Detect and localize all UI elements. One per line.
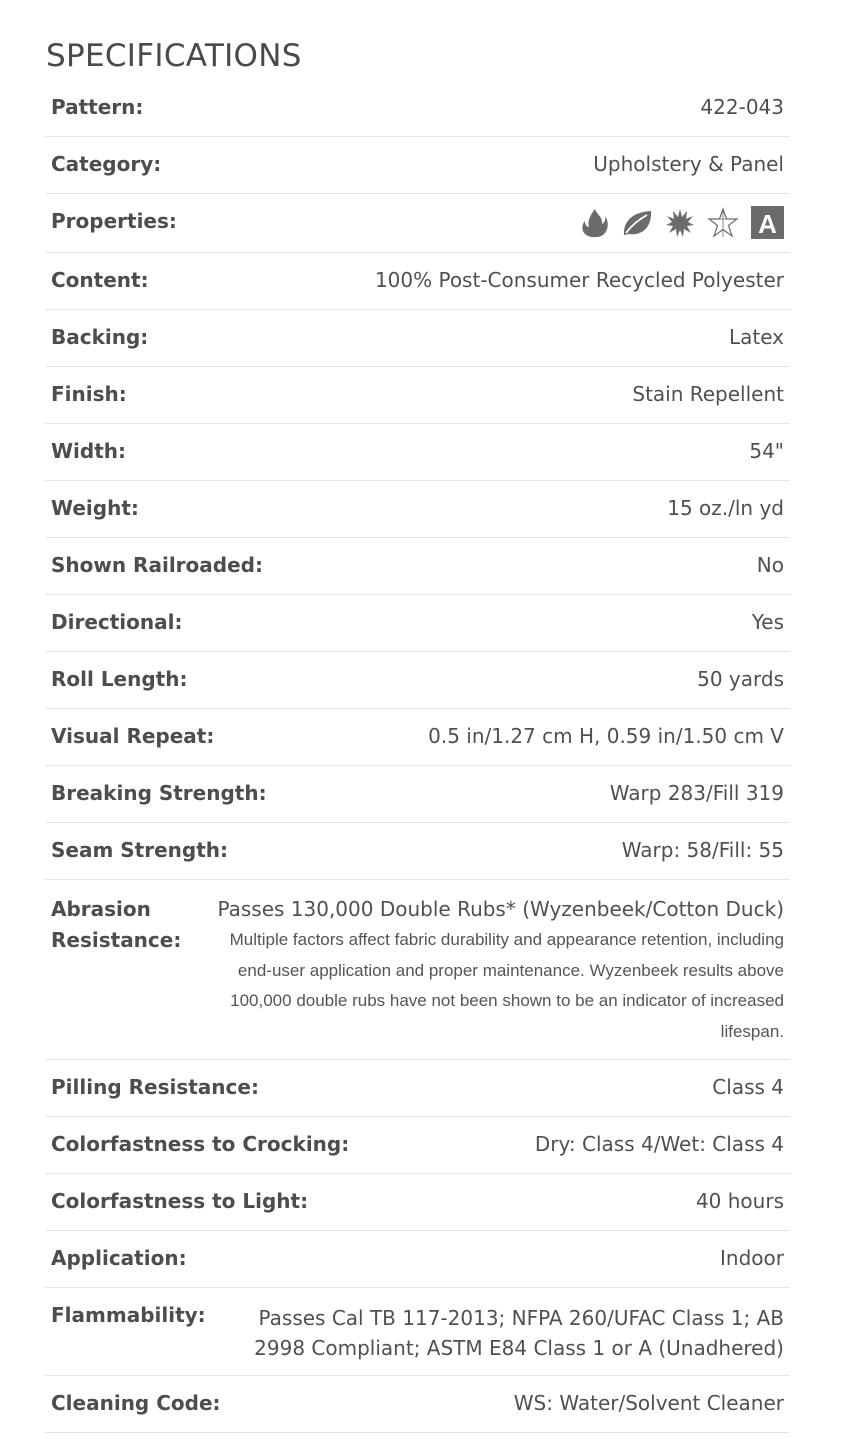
spec-row-backing xyxy=(45,310,790,367)
spec-row-directional xyxy=(45,595,790,652)
spec-row-width xyxy=(45,424,790,481)
spec-label: Directional: xyxy=(51,610,183,634)
leaf-icon[interactable] xyxy=(621,209,653,237)
spec-value: 54" xyxy=(749,439,784,463)
spec-row-roll-length xyxy=(45,652,790,709)
page-title: SPECIFICATIONS xyxy=(46,38,302,74)
spec-label: Category: xyxy=(51,152,162,176)
spec-value: 422-043 xyxy=(700,95,784,119)
spec-label: Pilling Resistance: xyxy=(51,1075,259,1099)
spec-value: Passes 130,000 Double Rubs* (Wyzenbeek/Cotton Duck) xyxy=(217,897,784,921)
spec-label: Roll Length: xyxy=(51,667,188,691)
letter-a-icon[interactable] xyxy=(751,206,784,239)
spec-label: Colorfastness to Crocking: xyxy=(51,1132,350,1156)
spec-label: Seam Strength: xyxy=(51,838,229,862)
spec-row-application xyxy=(45,1231,790,1288)
burst-icon[interactable] xyxy=(665,208,695,238)
spec-value: 15 oz./ln yd xyxy=(667,496,784,520)
spec-label: Visual Repeat: xyxy=(51,724,215,748)
spec-label: Application: xyxy=(51,1246,187,1270)
spec-row-cleaning-code xyxy=(45,1376,790,1433)
spec-label: Flammability: xyxy=(51,1303,206,1327)
star-icon[interactable] xyxy=(707,207,739,239)
abrasion-note: Multiple factors affect fabric durability and appearance retention, including end-user application and proper maintenance. Wyzenbeek results above 100,000 double rubs have not been shown to be an indicator of increased lifespan. xyxy=(229,930,784,1041)
spec-row-abrasion-resistance xyxy=(45,880,790,1060)
spec-value: Yes xyxy=(751,610,784,634)
spec-row-category xyxy=(45,137,790,194)
abrasion-value-group xyxy=(217,895,784,1047)
spec-row-colorfastness-light xyxy=(45,1174,790,1231)
spec-label: Colorfastness to Light: xyxy=(51,1189,309,1213)
spec-label: Content: xyxy=(51,268,149,292)
spec-row-finish xyxy=(45,367,790,424)
spec-label: Weight: xyxy=(51,496,139,520)
properties-icons xyxy=(581,206,784,239)
spec-label: Backing: xyxy=(51,325,149,349)
spec-value: 40 hours xyxy=(695,1189,784,1213)
spec-value: Dry: Class 4/Wet: Class 4 xyxy=(534,1132,784,1156)
spec-row-colorfastness-crocking xyxy=(45,1117,790,1174)
spec-label: Finish: xyxy=(51,382,127,406)
spec-row-breaking-strength xyxy=(45,766,790,823)
spec-label: Width: xyxy=(51,439,127,463)
spec-row-weight xyxy=(45,481,790,538)
spec-value: WS: Water/Solvent Cleaner xyxy=(513,1391,784,1415)
spec-value: No xyxy=(756,553,784,577)
spec-row-properties xyxy=(45,194,790,253)
spec-value: Class 4 xyxy=(712,1075,784,1099)
spec-row-flammability xyxy=(45,1288,790,1376)
spec-row-pattern xyxy=(45,80,790,137)
letter-a-glyph: A xyxy=(758,209,777,239)
spec-value: 0.5 in/1.27 cm H, 0.59 in/1.50 cm V xyxy=(428,724,784,748)
spec-value: Upholstery & Panel xyxy=(593,152,784,176)
spec-row-visual-repeat xyxy=(45,709,790,766)
spec-label: Breaking Strength: xyxy=(51,781,267,805)
spec-row-seam-strength xyxy=(45,823,790,880)
spec-value: Indoor xyxy=(720,1246,784,1270)
spec-row-pilling-resistance xyxy=(45,1060,790,1117)
spec-value: Stain Repellent xyxy=(632,382,784,406)
spec-value: Warp 283/Fill 319 xyxy=(609,781,784,805)
spec-label: Cleaning Code: xyxy=(51,1391,221,1415)
spec-label: Pattern: xyxy=(51,95,144,119)
spec-label: Abrasion Resistance: xyxy=(51,897,182,952)
spec-row-content xyxy=(45,253,790,310)
spec-value: Warp: 58/Fill: 55 xyxy=(621,838,784,862)
spec-label: Shown Railroaded: xyxy=(51,553,263,577)
spec-value: 50 yards xyxy=(697,667,784,691)
spec-value: Latex xyxy=(728,325,784,349)
spec-label: Properties: xyxy=(51,209,177,233)
spec-row-shown-railroaded xyxy=(45,538,790,595)
flame-icon[interactable] xyxy=(581,208,609,238)
spec-value: Passes Cal TB 117-2013; NFPA 260/UFAC Class 1; AB 2998 Compliant; ASTM E84 Class 1 or A (Unadhered) xyxy=(254,1306,784,1360)
specifications-table xyxy=(45,80,790,1433)
spec-value: 100% Post-Consumer Recycled Polyester xyxy=(374,268,784,292)
